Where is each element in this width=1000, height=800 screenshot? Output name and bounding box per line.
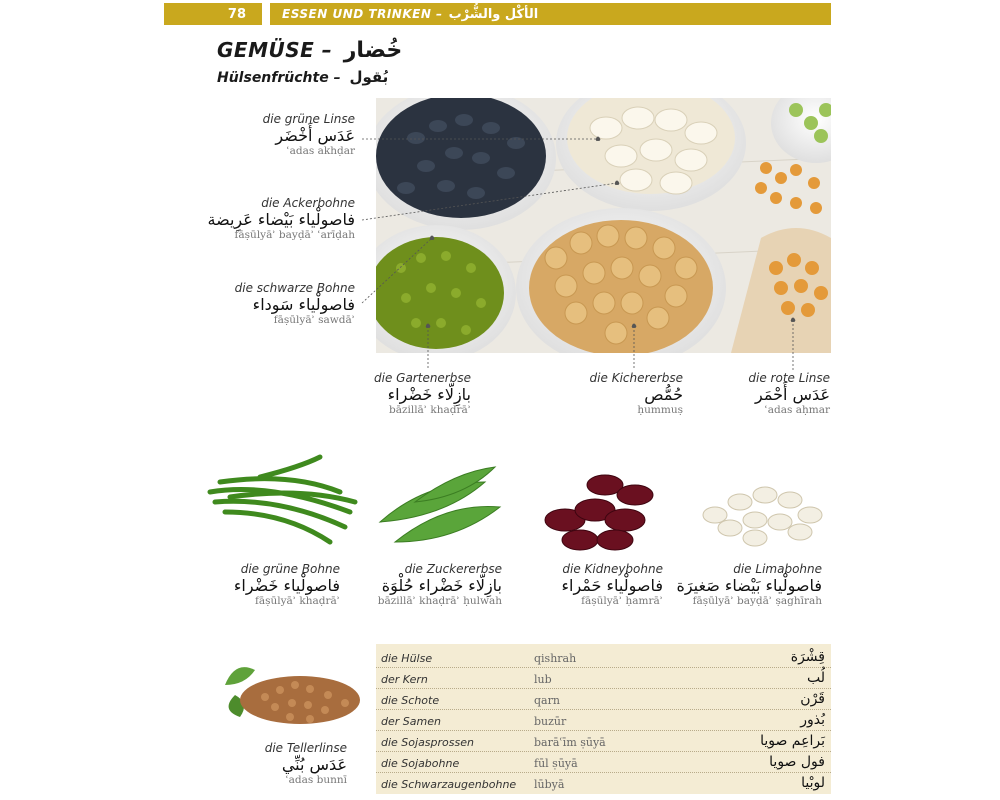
table-row (376, 647, 831, 668)
page-subtitle (217, 68, 388, 86)
page-title-ar: خُضار (343, 38, 403, 63)
legumes-photo (376, 98, 831, 353)
label-green-bean (200, 563, 340, 607)
label-de: die schwarze Bohne (234, 281, 355, 295)
label-transliteration: ḥummuṣ (637, 404, 683, 417)
table-row (376, 731, 831, 752)
label-ar: عَدَس بُنِّي (281, 754, 347, 774)
label-ar: عَدَس أَحْمَر (755, 384, 830, 404)
label-ar: بازِلّاء خَضْراء حُلْوَة (381, 575, 502, 595)
label-broad-bean (190, 197, 355, 241)
vocab-transliteration: qarn (534, 694, 560, 707)
label-de: die Kichererbse (589, 371, 683, 385)
label-de: die Limabohne (733, 562, 822, 576)
label-transliteration: ʿadas aḥmar (764, 404, 830, 417)
label-lima-bean (670, 563, 822, 607)
label-red-lentil (720, 372, 830, 416)
vocab-ar: لُب (806, 670, 825, 686)
brown-lentil-image (210, 655, 360, 730)
snow-pea-image (375, 462, 505, 557)
vocab-ar: لوبْيا (801, 775, 825, 791)
label-chickpea (560, 372, 683, 416)
label-ar: فاصولْياء خَضْراء (233, 575, 340, 595)
vocab-transliteration: barāʿīm ṣūyā (534, 736, 606, 749)
label-transliteration: fāṣūlyāʾ sawdāʾ (273, 314, 355, 327)
label-ar: فاصولْياء بَيْضاء عَرِيضة (207, 209, 355, 229)
label-de: die rote Linse (748, 371, 830, 385)
page-number (164, 3, 262, 25)
vocab-transliteration: buzūr (534, 715, 567, 728)
vocab-de: der Samen (381, 715, 441, 728)
label-de: die Ackerbohne (261, 196, 355, 210)
vocab-ar: فول صويا (769, 754, 825, 770)
label-ar: فاصولْياء سَوداء (252, 294, 355, 314)
label-transliteration: bāzillāʾ khaḍrāʾ ḥulwah (377, 595, 502, 608)
label-transliteration: fāṣūlyāʾ ḥamrāʾ (581, 595, 663, 608)
green-bean-image (200, 452, 360, 557)
label-de: die grüne Bohne (240, 562, 340, 576)
vocab-ar: بَراعِم صويا (760, 733, 825, 749)
label-snow-pea (360, 563, 502, 607)
label-ar: عَدَس أَخْضَر (275, 125, 355, 145)
label-de: die Kidneybohne (562, 562, 663, 576)
page-subtitle-ar: بُقول (349, 68, 389, 86)
label-black-bean (210, 282, 355, 326)
page-subtitle-de: Hülsenfrüchte – (217, 70, 341, 86)
vocab-de: die Hülse (381, 652, 433, 665)
page-number-text: 78 (227, 6, 246, 22)
label-de: die grüne Linse (262, 112, 355, 126)
label-transliteration: fāṣūlyāʾ bayḍāʾ ṣaghīrah (692, 595, 822, 608)
label-kidney-bean (530, 563, 663, 607)
vocab-de: der Kern (381, 673, 428, 686)
table-row (376, 773, 831, 794)
vocab-ar: بُذور (800, 712, 825, 728)
lima-bean-image (695, 480, 830, 550)
vocab-de: die Sojasprossen (381, 736, 474, 749)
table-row (376, 710, 831, 731)
page-title (217, 38, 402, 63)
section-header (270, 3, 831, 25)
table-row (376, 668, 831, 689)
section-title-ar: الأكْل والشُّرْب (448, 6, 539, 22)
table-row (376, 689, 831, 710)
vocab-ar: قَرْن (800, 691, 825, 707)
label-transliteration: ʿadas akhḍar (286, 145, 355, 158)
vocab-de: die Sojabohne (381, 757, 460, 770)
kidney-bean-image (535, 465, 665, 555)
vocab-transliteration: fūl ṣūyā (534, 757, 578, 770)
vocabulary-table (376, 644, 831, 794)
vocab-transliteration: lub (534, 673, 552, 686)
page-title-de: GEMÜSE – (217, 38, 333, 62)
section-title-de: ESSEN UND TRINKEN – (282, 7, 443, 21)
label-brown-lentil (230, 742, 347, 786)
label-garden-pea (350, 372, 471, 416)
vocab-transliteration: lūbyā (534, 778, 565, 791)
label-transliteration: ʿadas bunnī (285, 774, 347, 787)
table-row (376, 752, 831, 773)
label-de: die Gartenerbse (374, 371, 471, 385)
legumes-photo-illustration (376, 98, 831, 353)
label-green-lentil (210, 113, 355, 157)
label-transliteration: fāṣūlyāʾ bayḍāʾ ʿarīḍah (234, 229, 355, 242)
vocab-de: die Schwarzaugenbohne (381, 778, 517, 791)
vocab-de: die Schote (381, 694, 440, 707)
label-de: die Zuckererbse (404, 562, 502, 576)
label-transliteration: bāzillāʾ khaḍrāʾ (388, 404, 471, 417)
label-ar: بازِلّاء خَضْراء (387, 384, 471, 404)
label-ar: فاصولْياء بَيْضاء صَغيرَة (676, 575, 822, 595)
label-ar: حُمُّص (644, 384, 683, 404)
vocab-ar: قِشْرَة (790, 649, 825, 665)
label-transliteration: fāṣūlyāʾ khaḍrāʾ (254, 595, 340, 608)
label-de: die Tellerlinse (264, 741, 347, 755)
label-ar: فاصولْياء حَمْراء (561, 575, 663, 595)
vocab-transliteration: qishrah (534, 652, 577, 665)
